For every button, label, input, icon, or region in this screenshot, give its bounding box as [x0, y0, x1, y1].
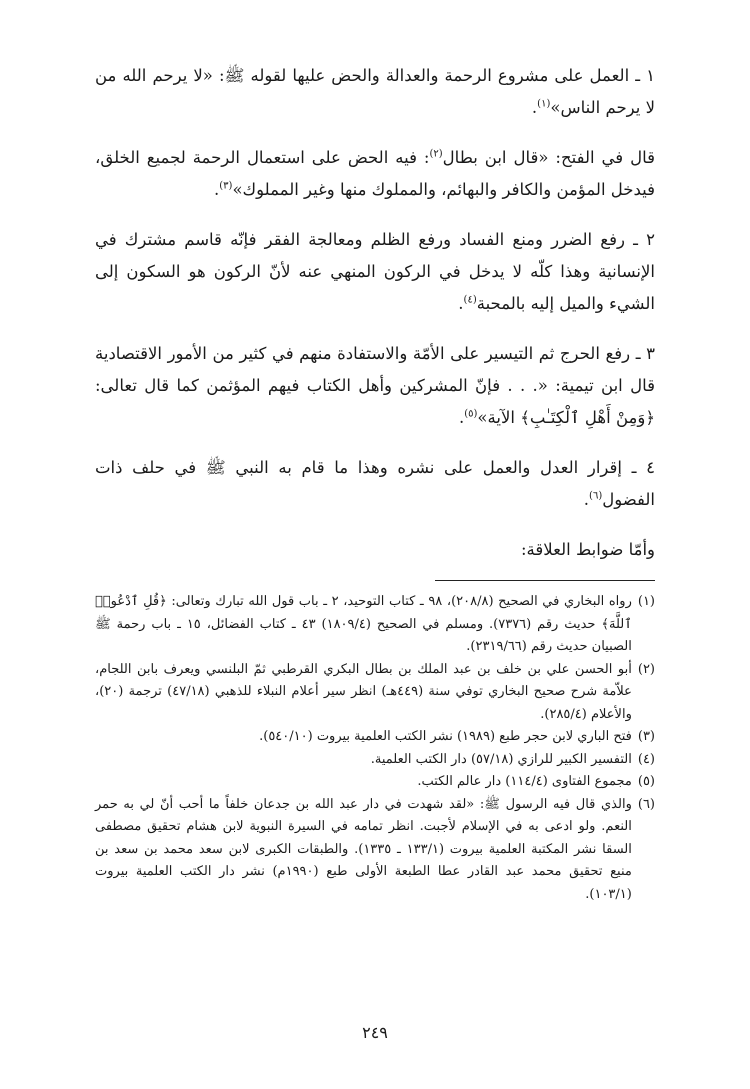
footnote-number: (٥): [637, 774, 655, 789]
paragraph-3-end: .: [458, 294, 464, 313]
footnote-number: (٦): [637, 796, 655, 812]
footnote-ref-1[interactable]: (١): [537, 98, 551, 110]
paragraph-2-text-a: قال في الفتح: «قال ابن بطال: [442, 148, 656, 167]
paragraph-4: [95, 338, 655, 434]
paragraph-1: [95, 60, 655, 124]
footnote-text: والذي قال فيه الرسول ﷺ: «لقد شهدت في دار عبد الله بن جدعان خلفاً ما أحب أنّ لي به حمر النعم. ولو ادعى به في الإسلام لأجبت. انظر تمامه في السيرة النبوية لابن هشام تحقيق مصطفى السقا نشر المكتبة العلمية بيروت (١٣٣/١ ـ ١٣٣٥). والطبقات الكبرى لابن سعد محمد بن سعد بن منيع تحقيق محمد عبد القادر عطا الطبعة الأولى طبع (١٩٩٠م) نشر دار الكتب العلمية بيروت (١٠٣/١).: [95, 796, 632, 902]
paragraph-4-end: .: [458, 408, 465, 427]
footnote: [95, 726, 655, 749]
paragraph-5-text: ٤ ـ إقرار العدل والعمل على نشره وهذا ما قام به النبي ﷺ في حلف ذات الفضول: [95, 458, 655, 509]
footnote-ref-3[interactable]: (٣): [219, 180, 233, 192]
footnote: [95, 749, 655, 772]
paragraph-1-text: ١ ـ العمل على مشروع الرحمة والعدالة والحض عليها لقوله ﷺ: «لا يرحم الله من لا يرحم الناس»: [95, 66, 655, 117]
page-body: [95, 60, 655, 906]
paragraph-2: [95, 142, 655, 206]
paragraph-3: [95, 224, 655, 320]
paragraph-1-end: .: [531, 98, 538, 117]
footnote-text: التفسير الكبير للرازي (٥٧/١٨) دار الكتب العلمية.: [370, 751, 632, 767]
paragraph-4-text: ٣ ـ رفع الحرج ثم التيسير على الأمّة والاستفادة منهم في كثير من الأمور الاقتصادية قال ابن تيمية: «. . . فإنّ المشركين وأهل الكتاب فيهم المؤثمن كما قال تعالى: ﴿وَمِنْ أَهْلِ ٱلْكِتَـٰبِ﴾ الآية»: [95, 344, 655, 427]
footnote-number: (١): [637, 594, 655, 609]
footnote-ref-4[interactable]: (٤): [463, 294, 477, 306]
footnote-number: (٢): [637, 661, 655, 677]
section-heading: وأمّا ضوابط العلاقة:: [521, 540, 655, 559]
page-number: ٢٤٩: [362, 1023, 388, 1042]
footnote-text: مجموع الفتاوى (١١٤/٤) دار عالم الكتب.: [417, 774, 632, 789]
footnote-ref-6[interactable]: (٦): [589, 490, 603, 502]
footnote: [95, 771, 655, 794]
footnote-divider: [435, 580, 655, 581]
footnote-text: رواه البخاري في الصحيح (٢٠٨/٨)، ٩٨ ـ كتاب التوحيد، ٢ ـ باب قول الله تبارك وتعالى: ﴿قُلِ ٱدْعُوا۟ ٱللَّهَ﴾ حديث رقم (٧٣٧٦). ومسلم في الصحيح (١٨٠٩/٤) ٤٣ ـ كتاب الفضائل، ١٥ ـ باب رحمة ﷺ الصبيان حديث رقم (٢٣١٩/٦٦).: [95, 594, 632, 654]
paragraph-2-text-b: : فيه الحض على استعمال الرحمة لجميع الخلق، فيدخل المؤمن والكافر والبهائم، والمملوك منها وغير المملوك»: [95, 148, 655, 199]
footnote: [95, 659, 655, 727]
footnote-text: فتح الباري لابن حجر طبع (١٩٨٩) نشر الكتب العلمية بيروت (٥٤٠/١٠).: [259, 729, 632, 744]
footnote: [95, 591, 655, 659]
footnotes: [95, 591, 655, 906]
footnote: [95, 794, 655, 907]
footnote-number: (٣): [637, 729, 655, 744]
paragraph-2-end: .: [214, 180, 220, 199]
paragraph-3-text: ٢ ـ رفع الضرر ومنع الفساد ورفع الظلم ومعالجة الفقر فإنّه قاسم مشترك في الإنسانية وهذا كلّه لا يدخل في الركون المنهي عنه لأنّ الركون هو السكون إلى الشيء والميل إليه بالمحبة: [95, 230, 655, 313]
footnote-ref-2[interactable]: (٢): [429, 148, 443, 160]
footnote-number: (٤): [637, 751, 655, 767]
paragraph-5: [95, 452, 655, 516]
paragraph-5-end: .: [583, 490, 590, 509]
footnote-ref-5[interactable]: (٥): [464, 408, 478, 420]
footnote-text: أبو الحسن علي بن خلف بن عبد الملك بن بطال البكري القرطبي ثمّ البلنسي ويعرف بابن اللجام، علاّمة شرح صحيح البخاري توفي سنة (٤٤٩هـ) انظر سير أعلام النبلاء للذهبي (٤٧/١٨) ترجمة (٢٠)، والأعلام (٢٨٥/٤).: [95, 661, 632, 722]
